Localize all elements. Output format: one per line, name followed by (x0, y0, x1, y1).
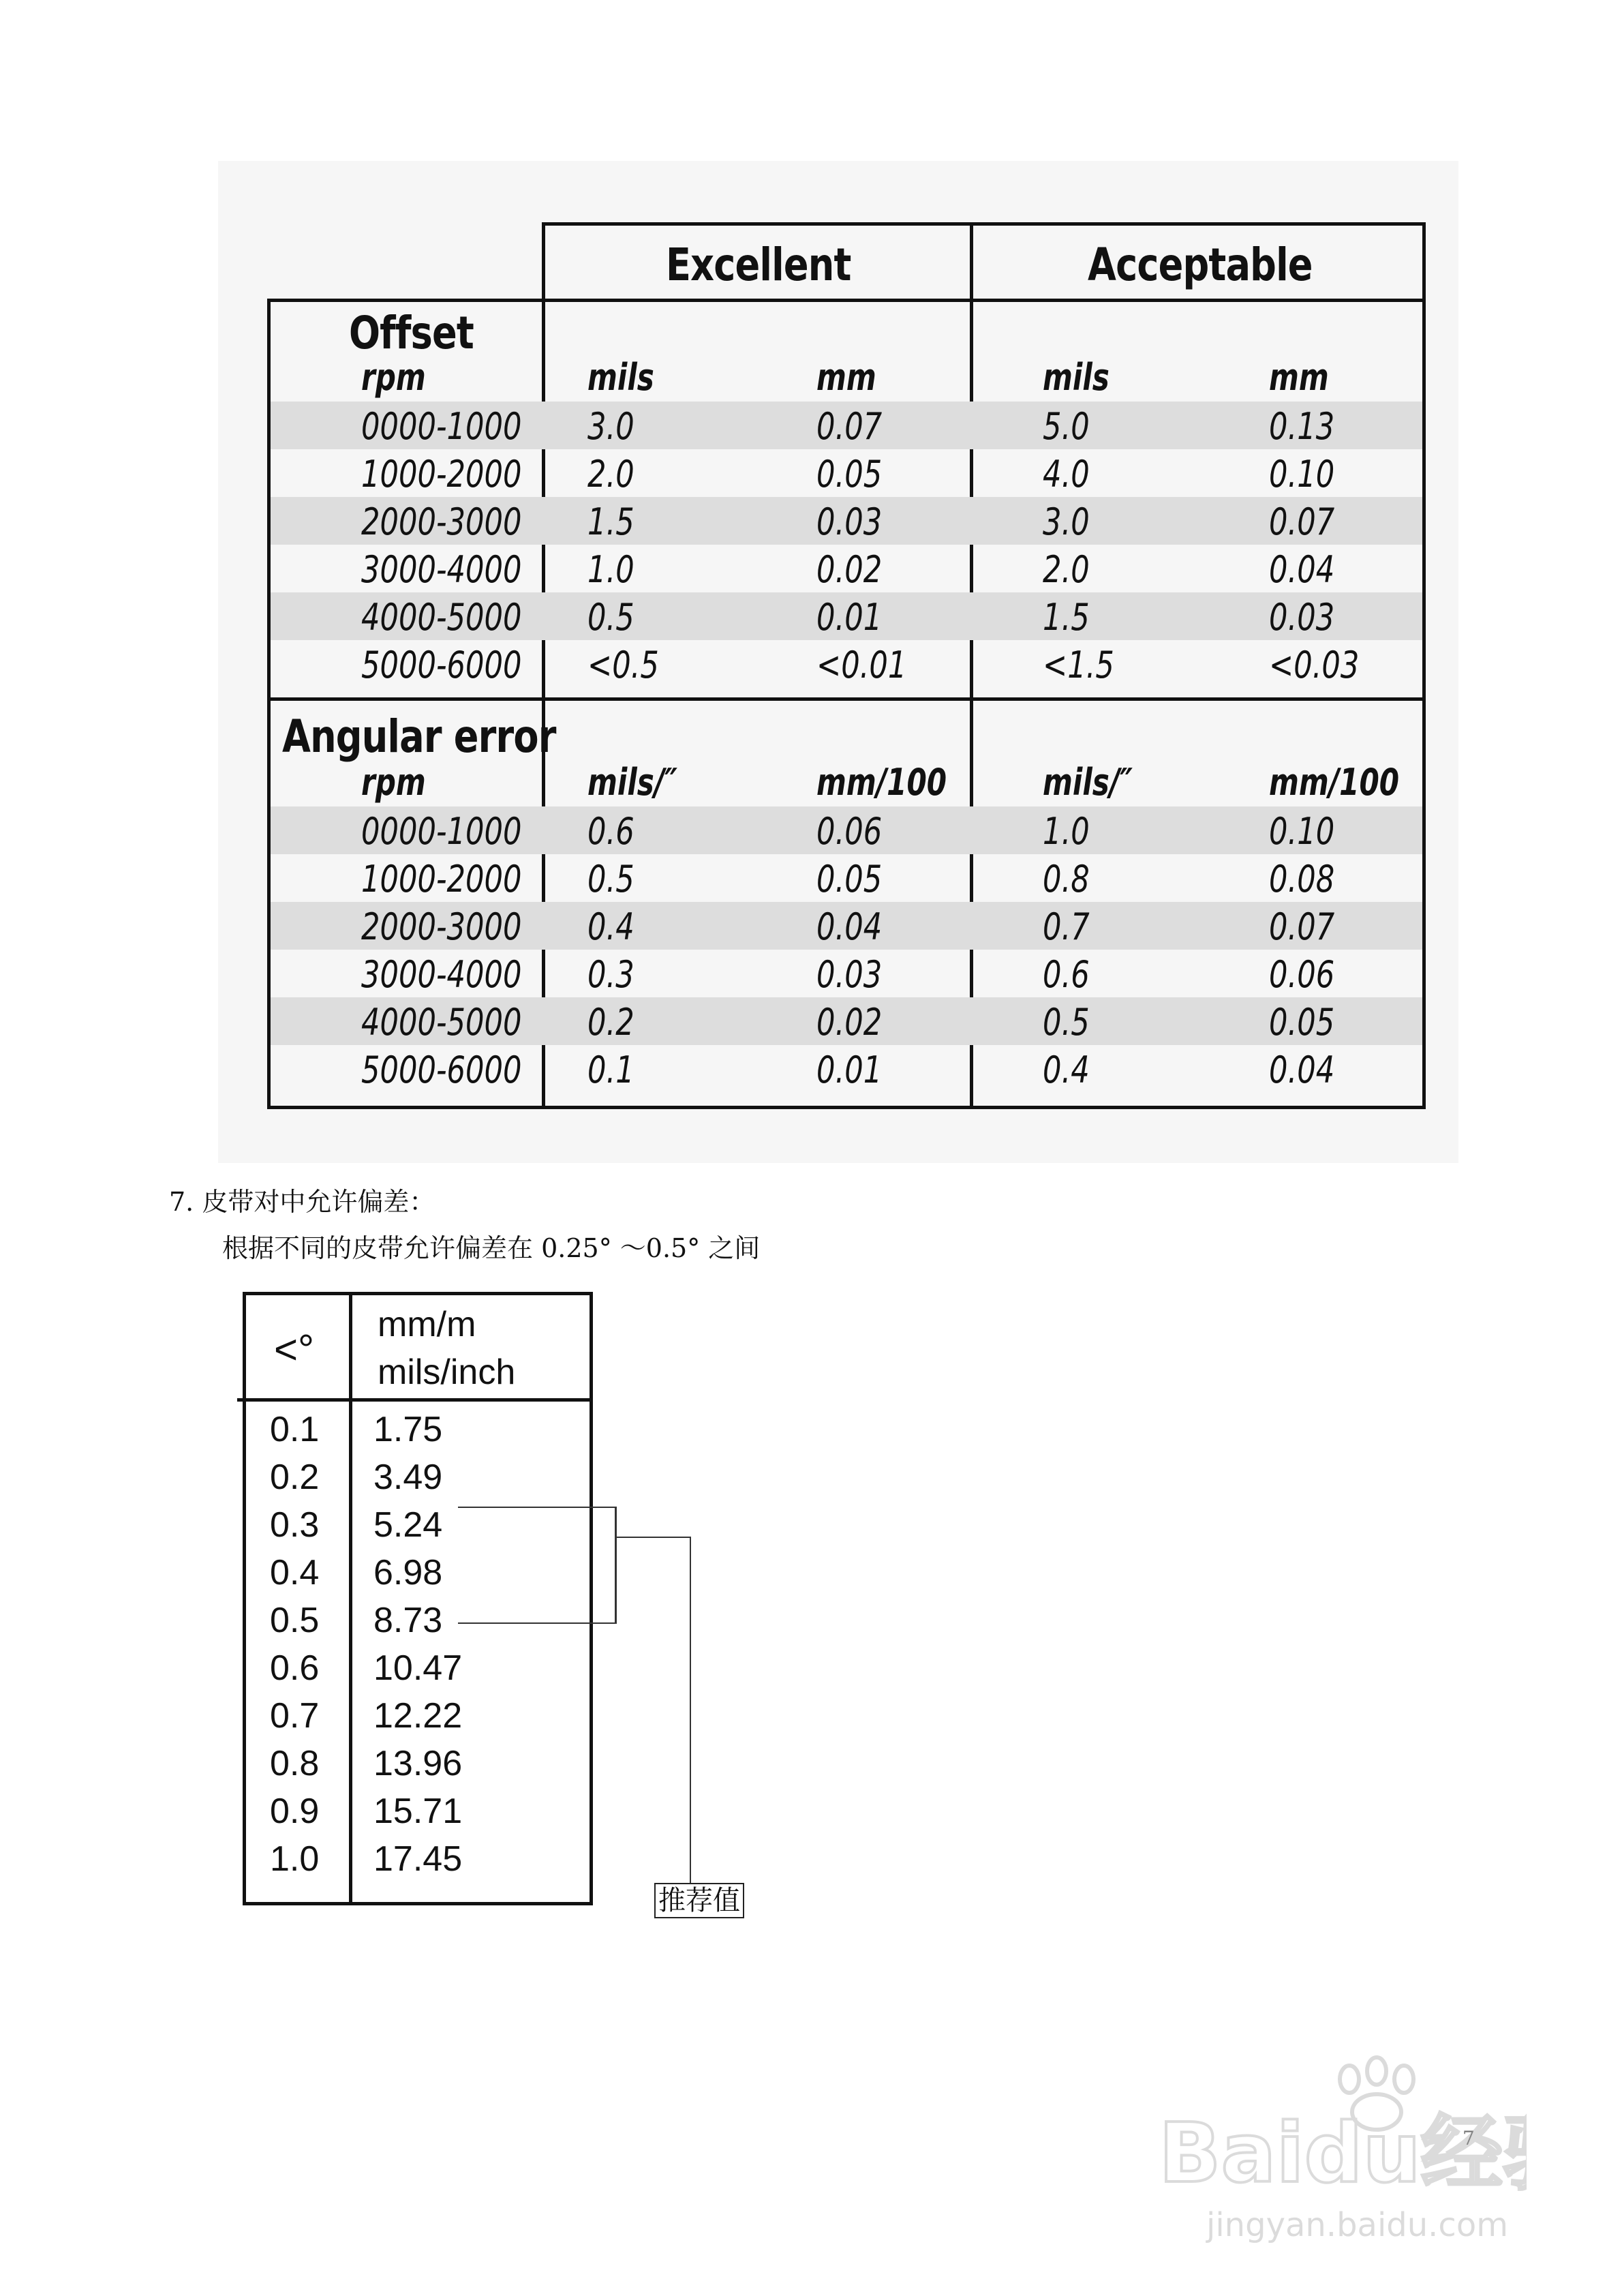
header-mils-per-inch: mils/inch (378, 1353, 516, 1392)
table-cell: 0.02 (816, 548, 883, 591)
table-cell: 0.01 (816, 1048, 883, 1091)
table-cell: 0.03 (816, 500, 883, 543)
table-cell: 0.05 (816, 858, 883, 901)
table-cell: 5000-6000 (361, 644, 522, 686)
table-cell: 0.8 (1043, 858, 1090, 901)
table-cell: 4000-5000 (361, 596, 522, 639)
callout-leader (690, 1537, 691, 1884)
angle-value: 0.7 (270, 1696, 320, 1736)
offset-value: 5.24 (373, 1505, 443, 1545)
angle-value: 0.2 (270, 1457, 320, 1497)
table-cell: 0.4 (587, 905, 634, 948)
baidu-watermark-logo (1145, 2052, 1527, 2256)
table-cell: 0.04 (1269, 1048, 1335, 1091)
angular-header-acc-mils: mils/″ (1043, 761, 1133, 804)
angle-value: 0.3 (270, 1505, 320, 1545)
angle-table-header-rule (237, 1398, 593, 1402)
table-cell: 0.3 (587, 953, 634, 996)
divider-rpm (542, 222, 545, 1109)
table-cell: 0.04 (816, 905, 883, 948)
angle-table-divider (349, 1292, 352, 1905)
table-cell: 4.0 (1043, 453, 1090, 496)
table-cell: 0.1 (587, 1048, 634, 1091)
offset-header-rpm: rpm (361, 356, 426, 399)
bracket-top-line (458, 1507, 616, 1508)
table-cell: 1.5 (587, 500, 634, 543)
table-cell: 5.0 (1043, 405, 1090, 448)
angle-value: 0.4 (270, 1553, 320, 1592)
table-cell: 3.0 (587, 405, 634, 448)
recommended-label: 推荐值 (654, 1883, 744, 1918)
table-cell: 0.6 (587, 810, 634, 853)
table-cell: 2000-3000 (361, 500, 522, 543)
callout-connector (616, 1537, 691, 1538)
bracket-bottom-line (458, 1622, 616, 1624)
table-cell: 0.06 (816, 810, 883, 853)
table-cell: 0000-1000 (361, 405, 522, 448)
table-cell: 0.5 (587, 596, 634, 639)
excellent-header: Excellent (666, 239, 851, 291)
section-heading: 7. 皮带对中允许偏差： (169, 1187, 435, 1217)
page-number: 7 (1463, 2127, 1475, 2149)
table-cell: 0.13 (1269, 405, 1335, 448)
table-cell: 0.03 (1269, 596, 1335, 639)
offset-header-acc-mils: mils (1043, 356, 1110, 399)
table-cell: 0.5 (587, 858, 634, 901)
table-cell: 1.0 (1043, 810, 1090, 853)
offset-value: 3.49 (373, 1457, 443, 1497)
angle-value: 0.5 (270, 1601, 320, 1640)
table-cell: <1.5 (1043, 644, 1114, 686)
angle-conversion-table (237, 1292, 593, 1905)
table-cell: 0.08 (1269, 858, 1335, 901)
angle-value: 0.6 (270, 1648, 320, 1688)
offset-title: Offset (349, 307, 474, 359)
table-cell: 2.0 (587, 453, 634, 496)
table-cell: 1000-2000 (361, 453, 522, 496)
table-cell: 3000-4000 (361, 548, 522, 591)
table-cell: 0.02 (816, 1001, 883, 1044)
offset-value: 6.98 (373, 1553, 443, 1592)
table-cell: 1.5 (1043, 596, 1090, 639)
table-cell: 2000-3000 (361, 905, 522, 948)
table-cell: <0.5 (587, 644, 659, 686)
paw-icon (1145, 2052, 1527, 2256)
table-cell: 0.04 (1269, 548, 1335, 591)
table-cell: 0.10 (1269, 453, 1335, 496)
table-cell: 0.07 (1269, 500, 1335, 543)
table-cell: 0000-1000 (361, 810, 522, 853)
table-cell: <0.01 (816, 644, 907, 686)
section-subtext: 根据不同的皮带允许偏差在 0.25° ～0.5° 之间 (222, 1233, 761, 1263)
table-cell: 0.5 (1043, 1001, 1090, 1044)
table-cell: 2.0 (1043, 548, 1090, 591)
header-mm-per-m: mm/m (378, 1305, 476, 1344)
svg-text:jingyan.baidu.com: jingyan.baidu.com (1206, 2206, 1508, 2244)
table-cell: 0.05 (816, 453, 883, 496)
svg-text:Baidu经验: Baidu经 (1159, 2106, 1503, 2201)
angular-header-exc-mils: mils/″ (587, 761, 678, 804)
table-cell: 0.03 (816, 953, 883, 996)
table-cell: 1.0 (587, 548, 634, 591)
divider-groups (970, 222, 973, 1109)
bracket-vertical (615, 1507, 617, 1624)
table-cell: 5000-6000 (361, 1048, 522, 1091)
angle-value: 0.9 (270, 1792, 320, 1831)
table-cell: 0.2 (587, 1001, 634, 1044)
angle-value: 0.8 (270, 1744, 320, 1783)
table-cell: 0.4 (1043, 1048, 1090, 1091)
table-cell: 1000-2000 (361, 858, 522, 901)
table-cell: 0.01 (816, 596, 883, 639)
offset-value: 8.73 (373, 1601, 443, 1640)
table-cell: 0.10 (1269, 810, 1335, 853)
offset-header-exc-mm: mm (816, 356, 876, 399)
angular-header-acc-mm: mm/100 (1269, 761, 1400, 804)
angle-value: 0.1 (270, 1410, 320, 1449)
offset-header-acc-mm: mm (1269, 356, 1329, 399)
acceptable-header: Acceptable (1088, 239, 1313, 291)
table-cell: <0.03 (1269, 644, 1360, 686)
table-cell: 3000-4000 (361, 953, 522, 996)
alignment-tolerance-table (267, 222, 1426, 1109)
angular-error-title: Angular error (282, 710, 556, 763)
angular-header-exc-mm: mm/100 (816, 761, 947, 804)
offset-value: 15.71 (373, 1792, 463, 1831)
offset-value: 13.96 (373, 1744, 463, 1783)
table-cell: 0.6 (1043, 953, 1090, 996)
angular-header-rpm: rpm (361, 761, 426, 804)
offset-header-exc-mils: mils (587, 356, 654, 399)
table-cell: 0.07 (816, 405, 883, 448)
offset-value: 10.47 (373, 1648, 463, 1688)
table-cell: 0.05 (1269, 1001, 1335, 1044)
header-angle: <° (274, 1327, 315, 1372)
table-cell: 4000-5000 (361, 1001, 522, 1044)
table-cell: 3.0 (1043, 500, 1090, 543)
divider-sections (267, 697, 1426, 701)
angle-value: 1.0 (270, 1839, 320, 1879)
offset-value: 12.22 (373, 1696, 463, 1736)
table-cell: 0.06 (1269, 953, 1335, 996)
offset-value: 17.45 (373, 1839, 463, 1879)
table-cell: 0.7 (1043, 905, 1090, 948)
table-cell: 0.07 (1269, 905, 1335, 948)
offset-value: 1.75 (373, 1410, 443, 1449)
